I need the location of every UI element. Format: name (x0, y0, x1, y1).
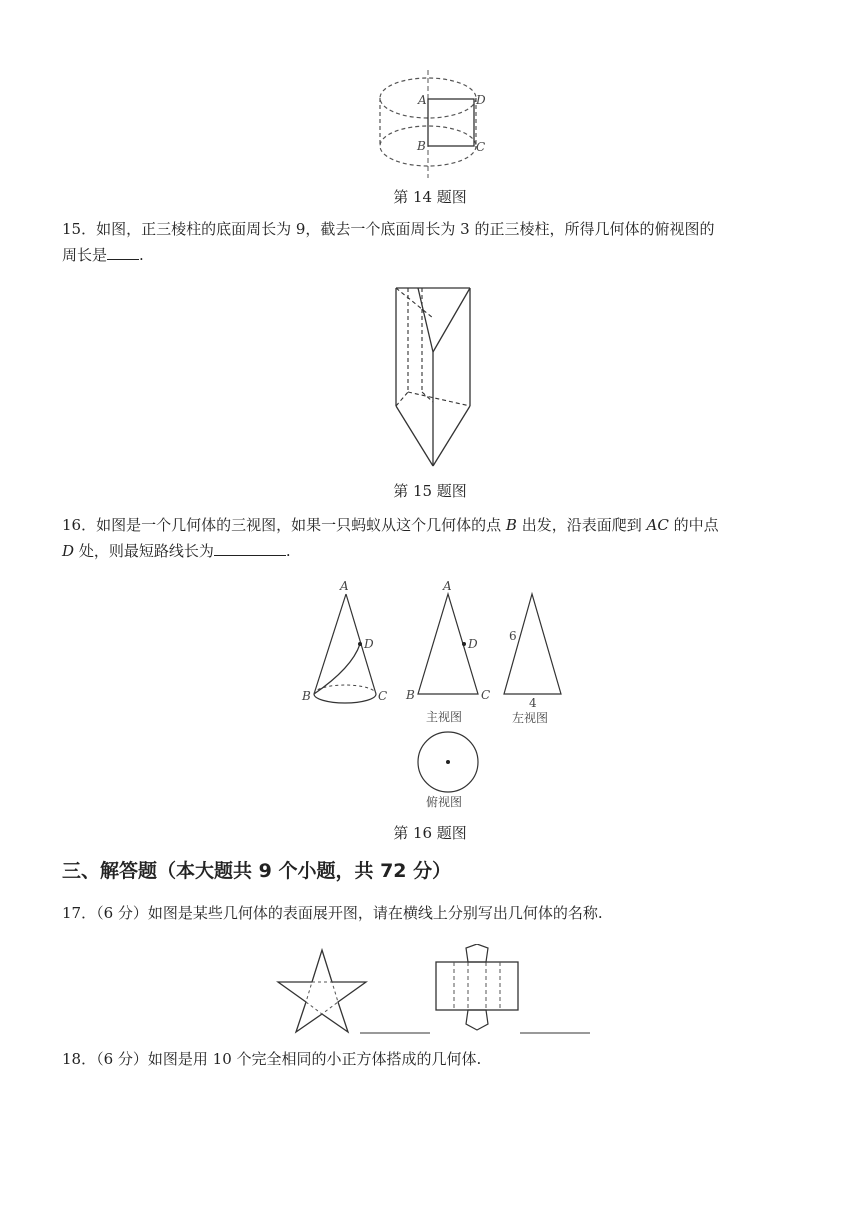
q16-answer-blank[interactable] (214, 539, 286, 556)
q15-text-a: 如图，正三棱柱的底面周长为 9，截去一个底面周长为 3 的正三棱柱，所得几何体的俯视图的 (96, 220, 715, 238)
fig16-front-label-a: A (443, 579, 452, 593)
fig16-caption: 第 16 题图 (393, 824, 467, 842)
figure-15-prism (388, 282, 478, 470)
question-16 (62, 512, 812, 564)
fig16-label-b: B (302, 689, 311, 703)
q16-point-b: B (505, 516, 517, 534)
fig16-front-label-c: C (481, 688, 491, 702)
question-15 (62, 216, 812, 268)
fig14-label-c: C (476, 140, 486, 154)
fig16-label-d: D (364, 637, 374, 651)
q18-number: 18． (62, 1050, 97, 1068)
fig14-label-a: A (418, 93, 427, 107)
q16-end: . (285, 542, 291, 560)
q17-text: 如图是某些几何体的表面展开图，请在横线上分别写出几何体的名称. (147, 904, 603, 922)
q17-score: （6 分） (96, 904, 148, 922)
q16-point-d: D (62, 542, 75, 560)
q16-text-a: 如图是一个几何体的三视图，如果一只蚂蚁从这个几何体的点 (96, 516, 502, 534)
left-view-slant: 6 (509, 629, 517, 643)
q16-text-b: 出发，沿表面爬到 (521, 516, 642, 534)
q15-end: . (139, 246, 144, 264)
fig16-front-label-b: B (406, 688, 415, 702)
q15-text-b: 周长是 (62, 246, 108, 264)
fig16-label-c: C (378, 689, 388, 703)
q18-score: （6 分） (96, 1050, 148, 1068)
figure-17-nets (276, 944, 596, 1039)
q18-text: 如图是用 10 个完全相同的小正方体搭成的几何体. (147, 1050, 482, 1068)
fig14-label-b: B (417, 139, 426, 153)
fig16-label-a: A (340, 579, 349, 593)
q16-number: 16． (62, 516, 97, 534)
q15-answer-blank[interactable] (107, 243, 139, 260)
fig14-label-d: D (476, 93, 486, 107)
section-3-title: 三、解答题（本大题共 9 个小题，共 72 分） (62, 860, 452, 882)
fig15-caption: 第 15 题图 (393, 482, 467, 500)
q15-number: 15． (62, 220, 97, 238)
fig16-front-label-d: D (468, 637, 478, 651)
q17-number: 17． (62, 904, 97, 922)
figure-16-cone-views (298, 576, 570, 812)
q16-text-d: 处，则最短路线长为 (78, 542, 214, 560)
question-18 (62, 1046, 812, 1072)
fig14-caption: 第 14 题图 (393, 188, 467, 206)
left-view-label: 左视图 (512, 711, 549, 725)
left-view-base: 4 (529, 696, 537, 710)
front-view-label: 主视图 (426, 710, 463, 724)
q16-text-c: 的中点 (673, 516, 719, 534)
q16-seg-ac: AC (646, 516, 669, 534)
top-view-label: 俯视图 (426, 795, 463, 809)
question-17 (62, 900, 812, 926)
figure-14-cylinder (370, 68, 500, 180)
